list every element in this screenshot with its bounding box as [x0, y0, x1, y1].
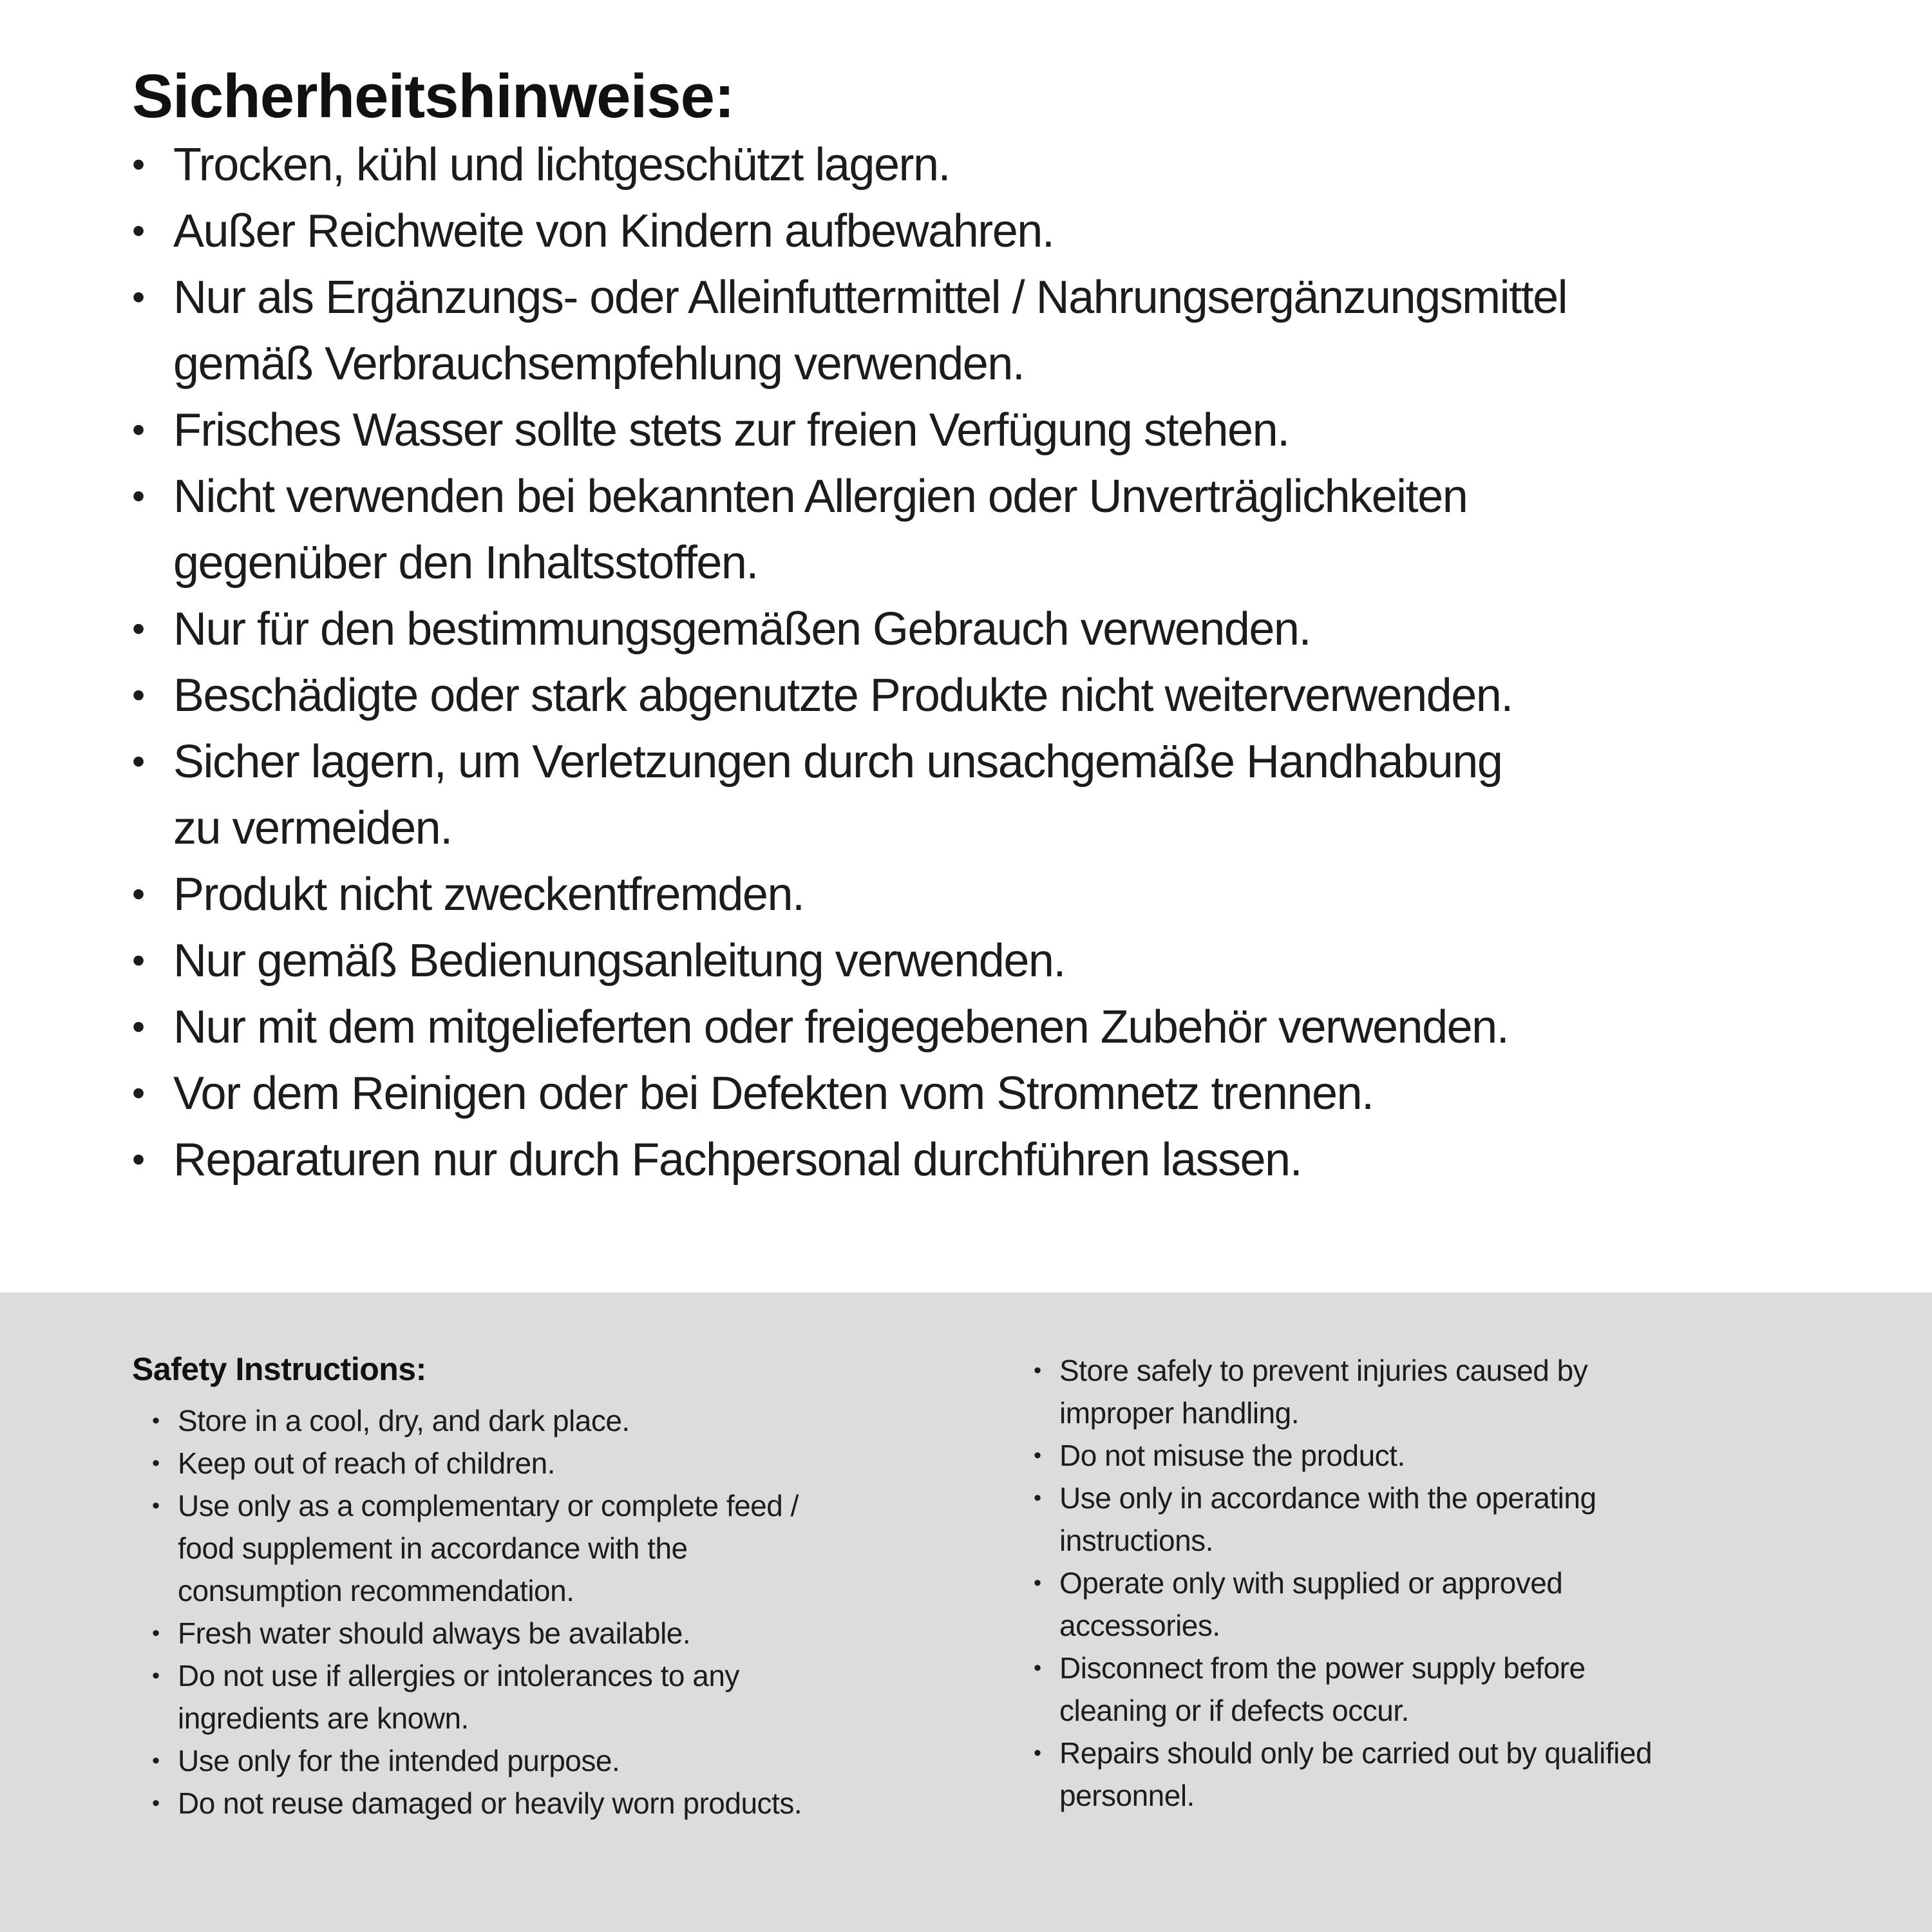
bullet-icon: • — [132, 410, 144, 451]
list-item-text — [173, 1061, 1374, 1127]
text-line: Nur als Ergänzungs- oder Alleinfuttermittel / Nahrungsergänzungsmittel — [173, 272, 1567, 324]
text-line: Disconnect from the power supply before — [1059, 1651, 1586, 1685]
text-line: Use only as a complementary or complete feed / — [178, 1489, 799, 1522]
list-item — [132, 132, 1880, 198]
text-line: Sicher lagern, um Verletzungen durch unsachgemäße Handhabung — [173, 736, 1502, 788]
text-line: instructions. — [1059, 1524, 1213, 1557]
text-line: Fresh water should always be available. — [178, 1616, 691, 1650]
list-item — [132, 397, 1880, 464]
list-item — [132, 994, 1880, 1061]
list-item-text — [178, 1399, 630, 1442]
list-item — [132, 198, 1880, 265]
list-item-text — [178, 1612, 690, 1654]
bullet-icon: • — [1034, 1358, 1041, 1383]
text-line: Do not misuse the product. — [1059, 1439, 1405, 1472]
list-item — [152, 1399, 1034, 1442]
text-line: Store safely to prevent injuries caused by — [1059, 1354, 1588, 1387]
text-line: consumption recommendation. — [178, 1574, 574, 1607]
text-line: Repairs should only be carried out by qualified — [1059, 1736, 1653, 1770]
text-line: food supplement in accordance with the — [178, 1531, 688, 1565]
list-item — [1034, 1647, 1893, 1732]
list-item-text — [173, 663, 1513, 729]
bullet-icon: • — [132, 741, 144, 783]
english-safety-list-left — [152, 1399, 1034, 1824]
list-item — [152, 1484, 1034, 1612]
english-section-title: Safety Instructions: — [132, 1351, 426, 1387]
list-item — [132, 729, 1880, 862]
list-item — [132, 596, 1880, 663]
bullet-icon: • — [132, 1007, 144, 1048]
list-item — [1034, 1562, 1893, 1647]
list-item-text — [178, 1442, 555, 1484]
text-line: Nur mit dem mitgelieferten oder freigegebenen Zubehör verwenden. — [173, 1001, 1509, 1054]
english-right-column — [1034, 1349, 1893, 1932]
bullet-icon: • — [132, 675, 144, 717]
text-line: Keep out of reach of children. — [178, 1446, 555, 1480]
bullet-icon: • — [132, 1139, 144, 1181]
list-item-text — [173, 596, 1311, 663]
text-line: gegenüber den Inhaltsstoffen. — [173, 537, 758, 589]
text-line: Produkt nicht zweckentfremden. — [173, 869, 804, 921]
list-item-text — [1059, 1647, 1586, 1732]
list-item-text — [1059, 1732, 1652, 1817]
text-line: improper handling. — [1059, 1396, 1300, 1430]
bullet-icon: • — [152, 1451, 160, 1475]
text-line: Reparaturen nur durch Fachpersonal durchführen lassen. — [173, 1134, 1302, 1186]
text-line: gemäß Verbrauchsempfehlung verwenden. — [173, 338, 1025, 390]
list-item-text — [173, 397, 1289, 464]
bullet-icon: • — [132, 940, 144, 982]
text-line: accessories. — [1059, 1609, 1220, 1642]
text-line: personnel. — [1059, 1779, 1195, 1812]
english-left-column — [132, 1349, 1034, 1932]
list-item-text — [1059, 1477, 1596, 1562]
list-item-text — [173, 994, 1508, 1061]
text-line: Operate only with supplied or approved — [1059, 1566, 1563, 1600]
bullet-icon: • — [132, 211, 144, 252]
bullet-icon: • — [132, 1073, 144, 1115]
text-line: Frisches Wasser sollte stets zur freien Verfügung stehen. — [173, 404, 1289, 457]
english-safety-list-right — [1034, 1349, 1893, 1817]
english-safety-panel — [0, 1293, 1932, 1932]
bullet-icon: • — [132, 476, 144, 518]
list-item — [132, 663, 1880, 729]
bullet-icon: • — [1034, 1443, 1041, 1468]
bullet-icon: • — [132, 144, 144, 186]
bullet-icon: • — [1034, 1571, 1041, 1595]
list-item-text — [178, 1484, 799, 1612]
bullet-icon: • — [152, 1663, 160, 1688]
list-item — [132, 1061, 1880, 1127]
list-item-text — [1059, 1349, 1587, 1434]
list-item-text — [173, 862, 804, 928]
bullet-icon: • — [152, 1748, 160, 1773]
list-item — [1034, 1349, 1893, 1434]
list-item-text — [1059, 1562, 1562, 1647]
list-item-text — [173, 198, 1054, 265]
text-line: Außer Reichweite von Kindern aufbewahren. — [173, 205, 1054, 258]
text-line: Do not reuse damaged or heavily worn products. — [178, 1786, 802, 1820]
list-item — [132, 1127, 1880, 1193]
list-item-text — [178, 1782, 802, 1824]
bullet-icon: • — [1034, 1486, 1041, 1510]
list-item-text — [173, 1127, 1302, 1193]
list-item — [152, 1612, 1034, 1654]
bullet-icon: • — [132, 609, 144, 650]
list-item-text — [178, 1654, 739, 1739]
list-item — [152, 1654, 1034, 1739]
list-item — [152, 1442, 1034, 1484]
list-item — [1034, 1477, 1893, 1562]
list-item — [1034, 1434, 1893, 1477]
text-line: ingredients are known. — [178, 1701, 469, 1735]
list-item-text — [173, 132, 950, 198]
bullet-icon: • — [132, 277, 144, 319]
list-item-text — [173, 265, 1567, 397]
text-line: zu vermeiden. — [173, 802, 452, 855]
text-line: Nur gemäß Bedienungsanleitung verwenden. — [173, 935, 1065, 987]
text-line: Use only for the intended purpose. — [178, 1744, 620, 1777]
bullet-icon: • — [152, 1791, 160, 1815]
text-line: Vor dem Reinigen oder bei Defekten vom Stromnetz trennen. — [173, 1068, 1374, 1120]
text-line: Nur für den bestimmungsgemäßen Gebrauch verwenden. — [173, 603, 1311, 656]
list-item-text — [173, 928, 1065, 994]
list-item — [132, 862, 1880, 928]
text-line: cleaning or if defects occur. — [1059, 1694, 1409, 1727]
bullet-icon: • — [152, 1621, 160, 1645]
bullet-icon: • — [1034, 1741, 1041, 1765]
list-item — [132, 265, 1880, 397]
text-line: Store in a cool, dry, and dark place. — [178, 1404, 630, 1437]
bullet-icon: • — [132, 874, 144, 916]
list-item — [152, 1782, 1034, 1824]
text-line: Trocken, kühl und lichtgeschützt lagern. — [173, 139, 951, 191]
list-item — [132, 464, 1880, 596]
list-item — [132, 928, 1880, 994]
list-item-text — [173, 464, 1467, 596]
text-line: Use only in accordance with the operating — [1059, 1481, 1596, 1515]
german-safety-list — [132, 132, 1880, 1193]
bullet-icon: • — [152, 1493, 160, 1518]
list-item-text — [1059, 1434, 1405, 1477]
text-line: Beschädigte oder stark abgenutzte Produkte nicht weiterverwenden. — [173, 670, 1513, 722]
text-line: Nicht verwenden bei bekannten Allergien oder Unverträglichkeiten — [173, 471, 1468, 523]
list-item-text — [178, 1739, 620, 1782]
text-line: Do not use if allergies or intolerances to any — [178, 1659, 739, 1692]
list-item — [1034, 1732, 1893, 1817]
list-item — [152, 1739, 1034, 1782]
bullet-icon: • — [1034, 1656, 1041, 1680]
list-item-text — [173, 729, 1502, 862]
bullet-icon: • — [152, 1408, 160, 1433]
german-section-title: Sicherheitshinweise: — [132, 62, 734, 131]
